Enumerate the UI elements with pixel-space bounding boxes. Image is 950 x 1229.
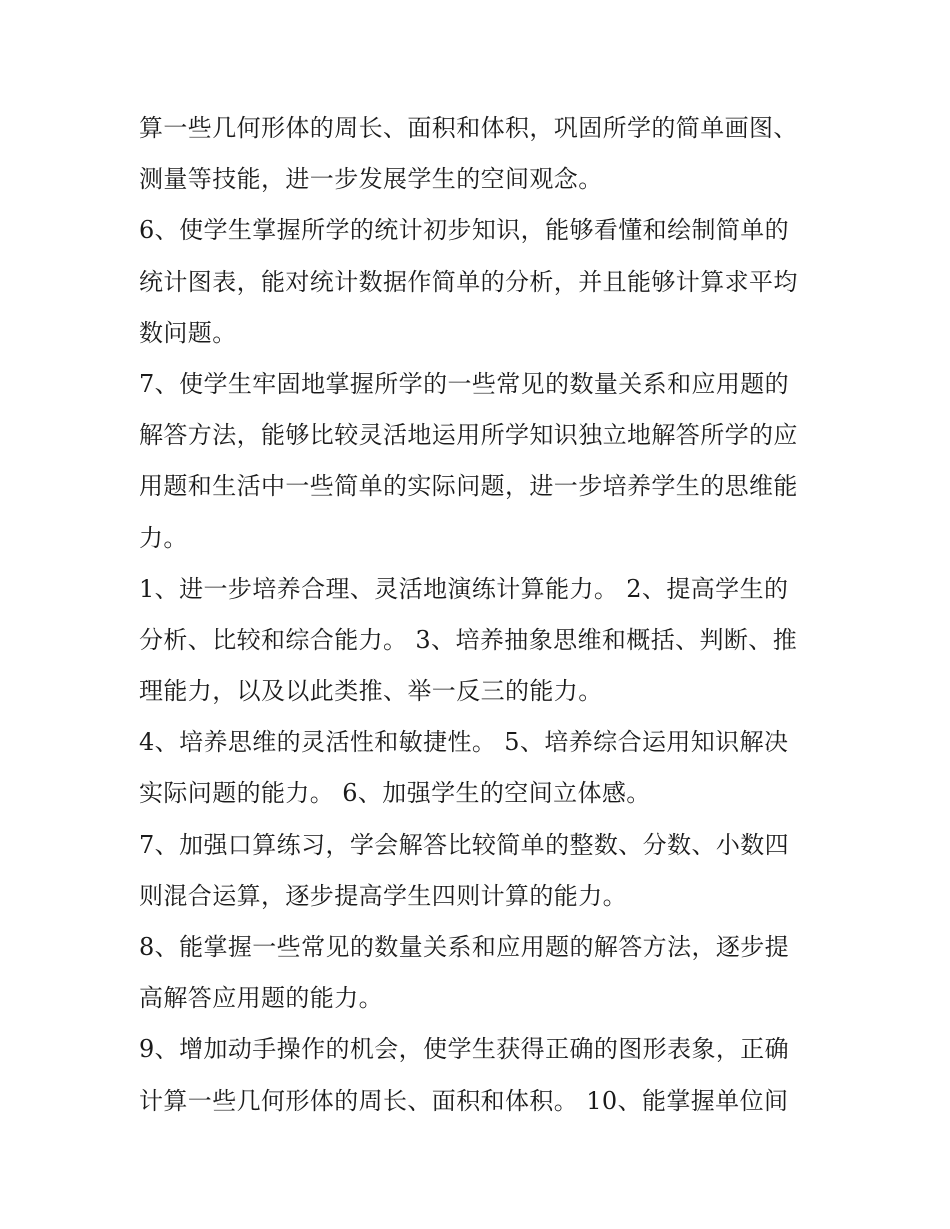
text-line: 9、增加动手操作的机会，使学生获得正确的图形表象，正确	[139, 1035, 790, 1064]
text-line: 解答方法，能够比较灵活地运用所学知识独立地解答所学的应	[139, 421, 798, 450]
text-line: 则混合运算，逐步提高学生四则计算的能力。	[139, 881, 627, 910]
text-line: 4、培养思维的灵活性和敏捷性。 5、培养综合运用知识解决	[139, 728, 789, 757]
text-line: 高解答应用题的能力。	[139, 984, 383, 1013]
text-line: 用题和生活中一些简单的实际问题，进一步培养学生的思维能	[139, 472, 798, 501]
text-line: 实际问题的能力。 6、加强学生的空间立体感。	[139, 779, 651, 808]
text-line: 理能力，以及以此类推、举一反三的能力。	[139, 677, 603, 706]
text-line: 7、加强口算练习，学会解答比较简单的整数、分数、小数四	[139, 830, 790, 859]
text-line: 7、使学生牢固地掌握所学的一些常见的数量关系和应用题的	[139, 369, 790, 398]
text-line: 分析、比较和综合能力。 3、培养抽象思维和概括、判断、推	[139, 625, 798, 654]
text-line: 计算一些几何形体的周长、面积和体积。 10、能掌握单位间	[139, 1086, 789, 1115]
body-text	[139, 103, 819, 1127]
text-line: 测量等技能，进一步发展学生的空间观念。	[139, 165, 603, 194]
text-line: 8、能掌握一些常见的数量关系和应用题的解答方法，逐步提	[139, 933, 790, 961]
text-line: 6、使学生掌握所学的统计初步知识，能够看懂和绘制简单的	[139, 216, 790, 245]
text-line: 统计图表，能对统计数据作简单的分析，并且能够计算求平均	[139, 267, 798, 296]
text-line: 1、进一步培养合理、灵活地演练计算能力。 2、提高学生的	[139, 574, 789, 603]
text-line: 数问题。	[139, 318, 237, 347]
text-line: 算一些几何形体的周长、面积和体积，巩固所学的简单画图、	[139, 114, 798, 142]
text-line: 力。	[139, 523, 188, 552]
